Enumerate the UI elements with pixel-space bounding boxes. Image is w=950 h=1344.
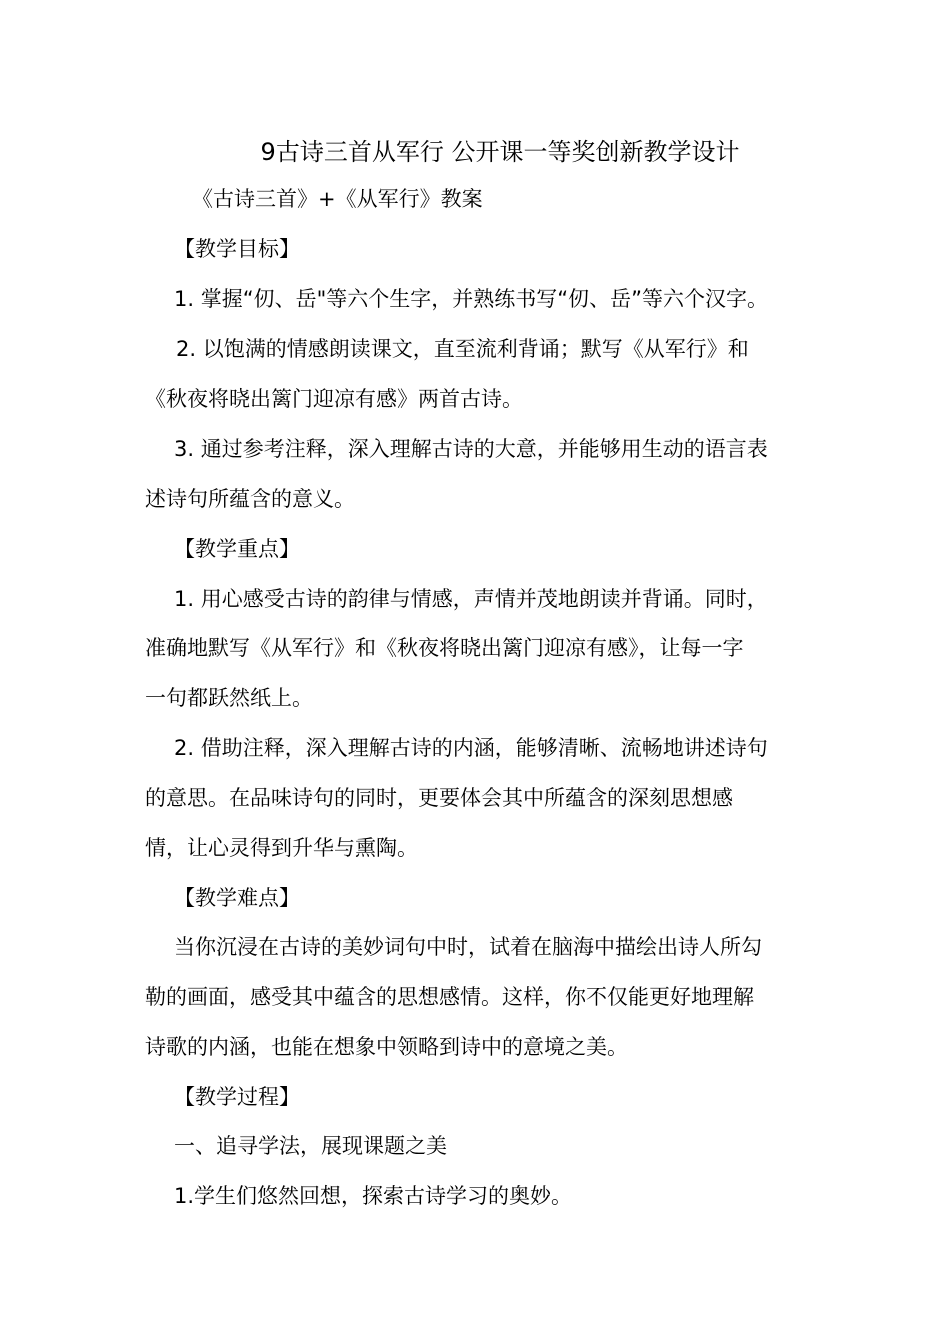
difficulties-line: 当你沉浸在古诗的美妙词句中时，试着在脑海中描绘出诗人所勾 (174, 935, 762, 959)
goals-heading: 【教学目标】 (174, 237, 300, 261)
goals-line: 2. 以饱满的情感朗读课文，直至流利背诵；默写《从军行》和 (176, 337, 749, 361)
key-points-line: 情，让心灵得到升华与熏陶。 (145, 836, 418, 860)
goals-line: 述诗句所蕴含的意义。 (145, 487, 355, 511)
goals-line: 3. 通过参考注释，深入理解古诗的大意，并能够用生动的语言表 (174, 437, 768, 461)
key-points-line: 2. 借助注释，深入理解古诗的内涵，能够清晰、流畅地讲述诗句 (174, 736, 768, 760)
key-points-line: 一句都跃然纸上。 (145, 686, 313, 710)
key-points-heading: 【教学重点】 (174, 537, 300, 561)
difficulties-line: 诗歌的内涵，也能在想象中领略到诗中的意境之美。 (145, 1035, 628, 1059)
key-points-line: 1. 用心感受古诗的韵律与情感，声情并茂地朗读并背诵。同时， (174, 587, 768, 611)
document-title: 9古诗三首从军行 公开课一等奖创新教学设计 (260, 138, 740, 166)
document-subtitle: 《古诗三首》+《从军行》教案 (192, 187, 483, 211)
difficulties-line: 勒的画面，感受其中蕴含的思想感情。这样，你不仅能更好地理解 (145, 985, 754, 1009)
goals-line: 《秋夜将晓出篱门迎凉有感》两首古诗。 (145, 387, 523, 411)
key-points-line: 准确地默写《从军行》和《秋夜将晓出篱门迎凉有感》，让每一字 (145, 636, 744, 660)
difficulties-heading: 【教学难点】 (174, 886, 300, 910)
key-points-line: 的意思。在品味诗句的同时，更要体会其中所蕴含的深刻思想感 (145, 786, 733, 810)
process-heading: 【教学过程】 (174, 1085, 300, 1109)
process-line: 一、追寻学法，展现课题之美 (174, 1134, 447, 1158)
process-line: 1.学生们悠然回想，探索古诗学习的奥妙。 (174, 1184, 573, 1208)
goals-line: 1. 掌握“仞、岳"等六个生字，并熟练书写“仞、岳”等六个汉字。 (174, 287, 769, 311)
